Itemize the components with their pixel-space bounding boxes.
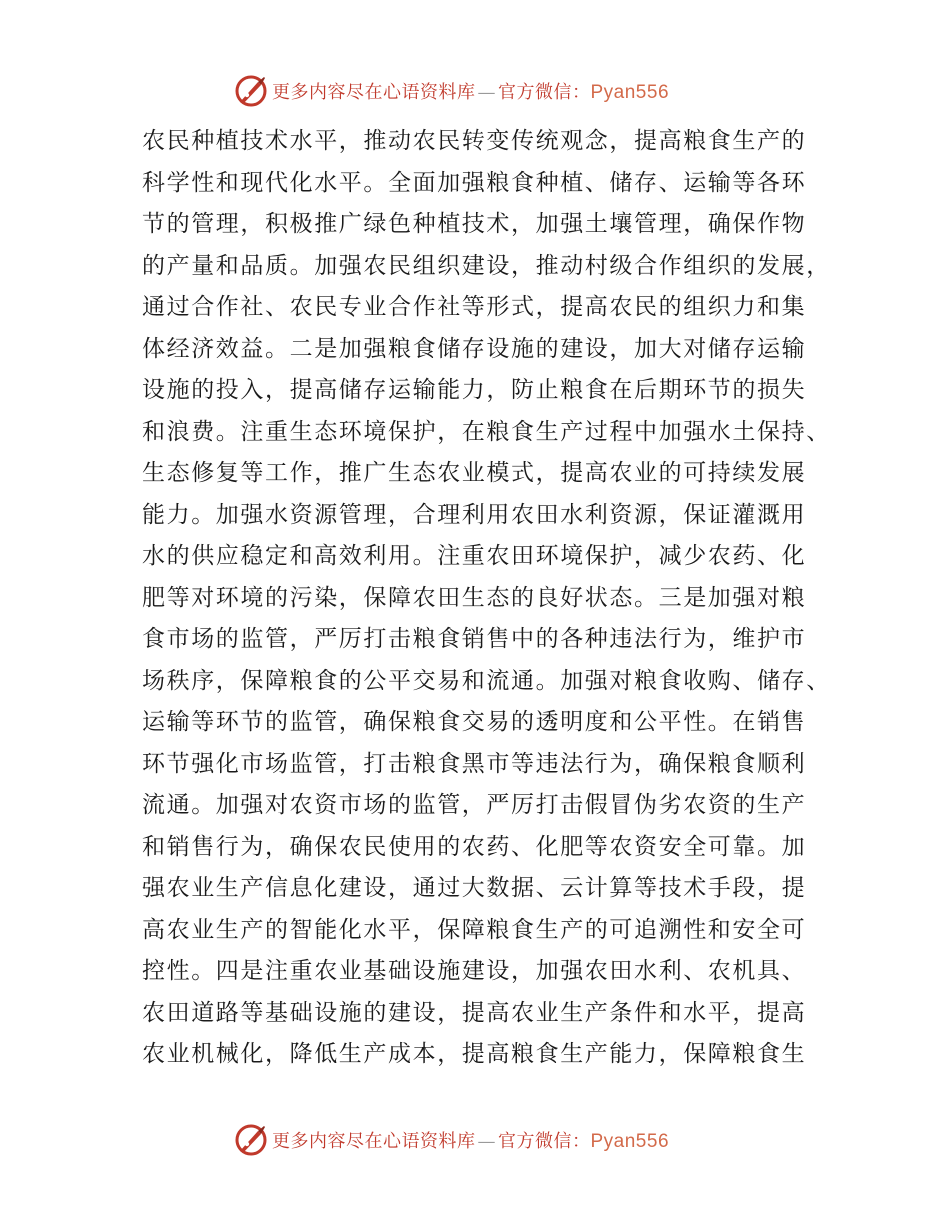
body-text (142, 121, 831, 1076)
text-line: 运输等环节的监管，确保粮食交易的透明度和公平性。在销售 (142, 709, 807, 735)
quill-pen-logo-icon (234, 1123, 268, 1157)
text-line: 设施的投入，提高储存运输能力，防止粮食在后期环节的损失 (142, 377, 807, 403)
text-line: 食市场的监管，严厉打击粮食销售中的各种违法行为，维护市 (142, 626, 807, 652)
footer-banner (234, 1122, 754, 1158)
banner-title: 更多内容尽在心语资料库 (272, 82, 476, 103)
text-line: 肥等对环境的污染，保障农田生态的良好状态。三是加强对粮 (142, 584, 807, 611)
text-line: 科学性和现代化水平。全面加强粮食种植、储存、运输等各环 (142, 169, 807, 196)
text-line: 控性。四是注重农业基础设施建设，加强农田水利、农机具、 (142, 958, 807, 984)
banner-separator: — (477, 1131, 496, 1152)
text-line: 高农业生产的智能化水平，保障粮食生产的可追溯性和安全可 (142, 916, 807, 943)
text-line: 和销售行为，确保农民使用的农药、化肥等农资安全可靠。加 (142, 833, 807, 860)
text-line: 的产量和品质。加强农民组织建设，推动村级合作组织的发展， (142, 252, 831, 279)
text-line: 强农业生产信息化建设，通过大数据、云计算等技术手段，提 (142, 875, 807, 901)
banner-wechat-id: Pyan556 (590, 82, 670, 103)
text-line: 农田道路等基础设施的建设，提高农业生产条件和水平，提高 (142, 999, 807, 1026)
banner-label: 官方微信： (498, 82, 591, 103)
header-banner (234, 73, 754, 109)
text-line: 流通。加强对农资市场的监管，严厉打击假冒伪劣农资的生产 (142, 792, 807, 818)
text-line: 农业机械化，降低生产成本，提高粮食生产能力，保障粮食生 (142, 1041, 807, 1067)
quill-pen-logo-icon (234, 74, 268, 108)
text-line: 通过合作社、农民专业合作社等形式，提高农民的组织力和集 (142, 294, 807, 320)
text-line: 环节强化市场监管，打击粮食黑市等违法行为，确保粮食顺利 (142, 750, 807, 777)
text-line: 节的管理，积极推广绿色种植技术，加强土壤管理，确保作物 (142, 211, 807, 237)
banner-title: 更多内容尽在心语资料库 (272, 1131, 476, 1152)
text-line: 和浪费。注重生态环境保护，在粮食生产过程中加强水土保持、 (142, 418, 831, 445)
banner-wechat-id: Pyan556 (590, 1131, 670, 1152)
text-line: 水的供应稳定和高效利用。注重农田环境保护，减少农药、化 (142, 543, 807, 569)
banner-label: 官方微信： (498, 1131, 591, 1152)
text-line: 农民种植技术水平，推动农民转变传统观念，提高粮食生产的 (142, 128, 807, 154)
text-line: 生态修复等工作，推广生态农业模式，提高农业的可持续发展 (142, 460, 807, 486)
text-line: 场秩序，保障粮食的公平交易和流通。加强对粮食收购、储存、 (142, 667, 831, 694)
text-line: 体经济效益。二是加强粮食储存设施的建设，加大对储存运输 (142, 335, 807, 362)
text-line: 能力。加强水资源管理，合理利用农田水利资源，保证灌溉用 (142, 501, 807, 528)
banner-separator: — (477, 82, 496, 103)
